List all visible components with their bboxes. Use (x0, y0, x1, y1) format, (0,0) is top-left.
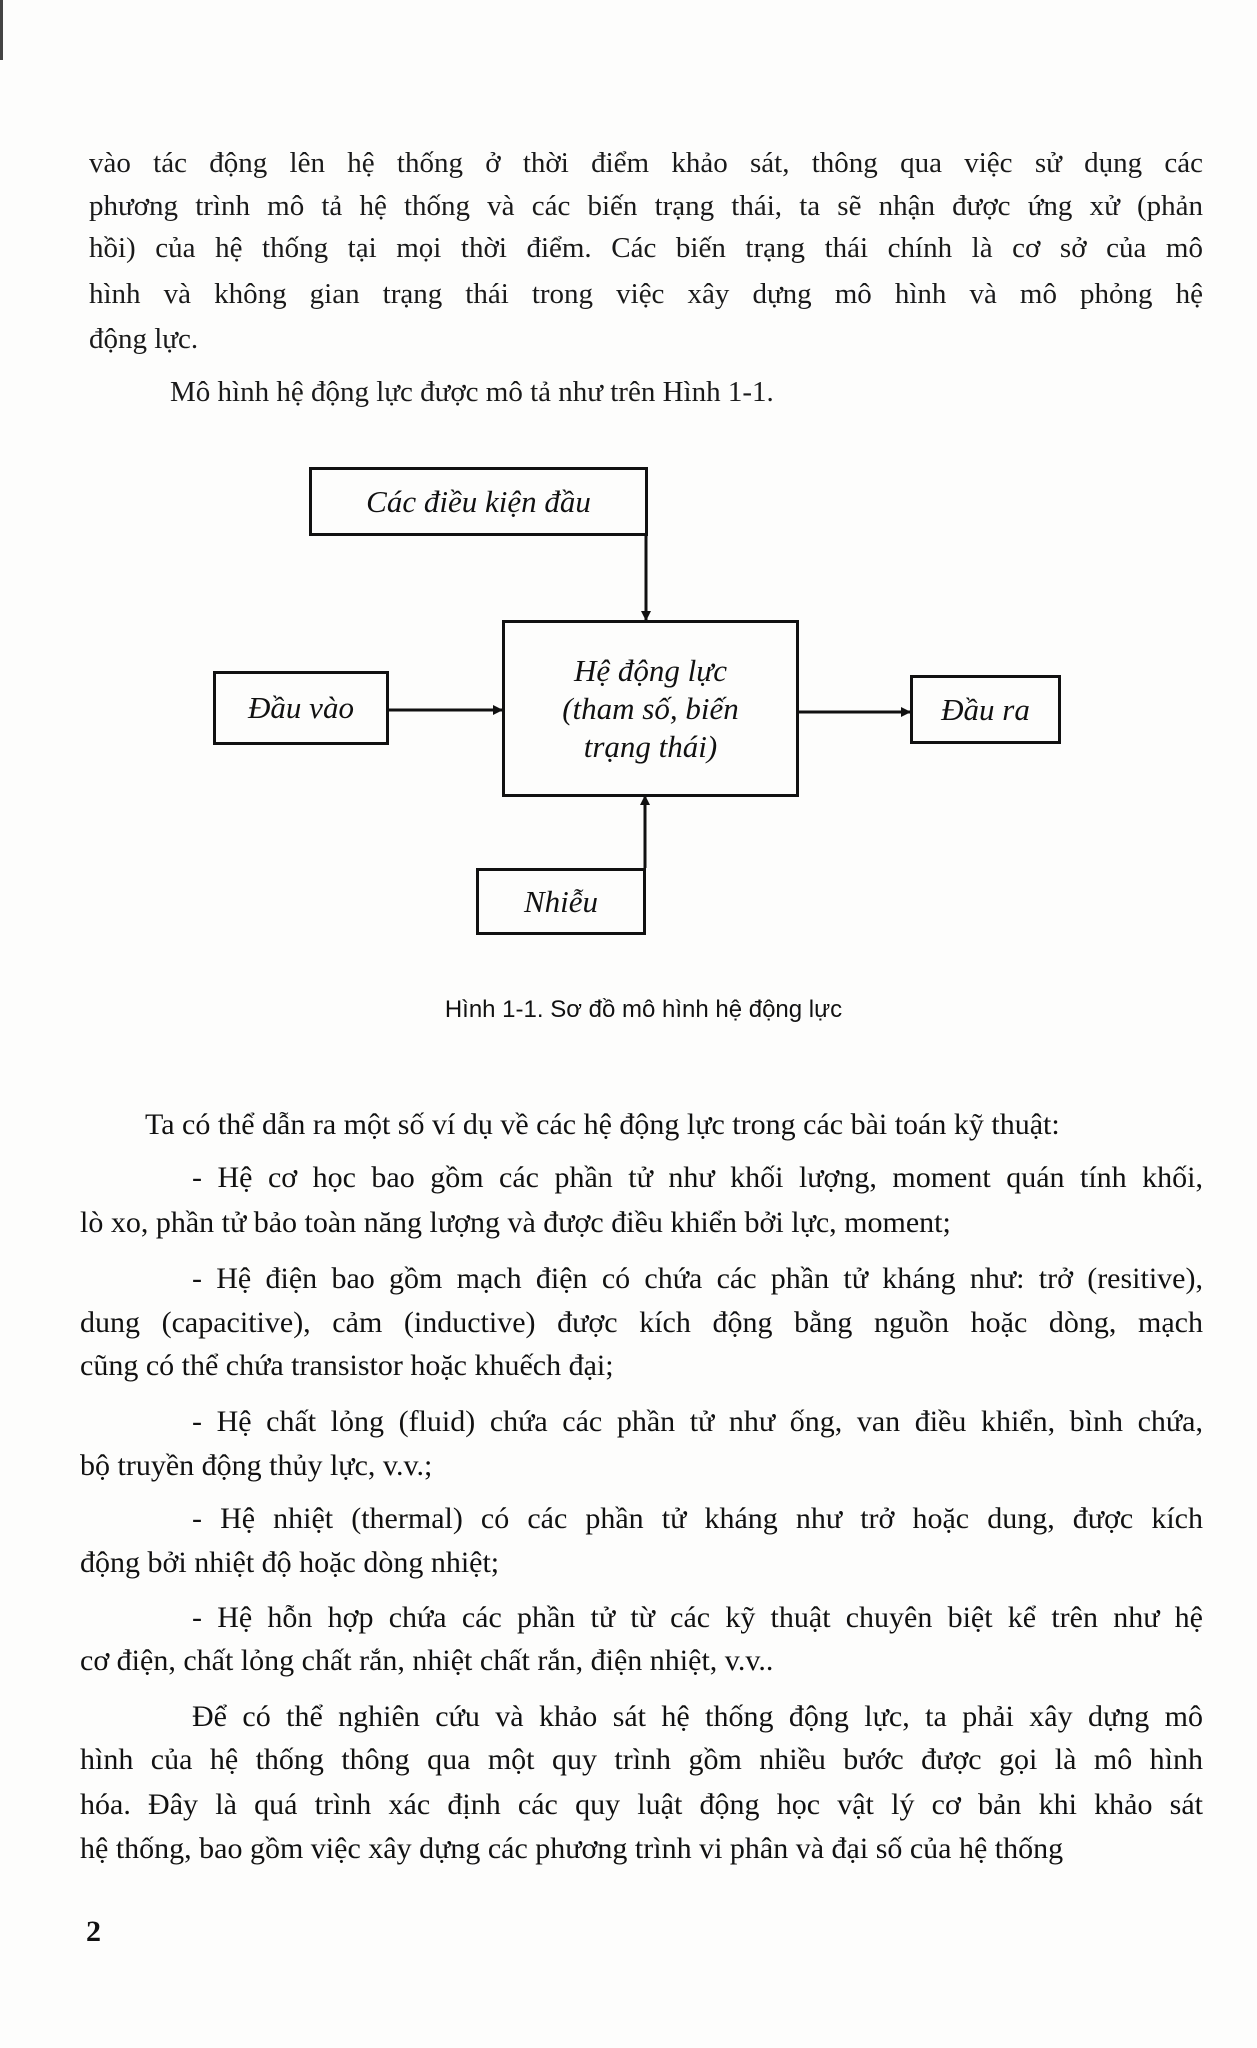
dynamic-system-box (502, 620, 799, 797)
text-line: hóa. Đây là quá trình xác định các quy luật động học vật lý cơ bản khi khảo sát (80, 1788, 1203, 1821)
text-line: phương trình mô tả hệ thống và các biến trạng thái, ta sẽ nhận được ứng xử (phản (89, 190, 1203, 222)
text-line: - Hệ điện bao gồm mạch điện có chứa các phần tử kháng như: trở (resitive), (192, 1262, 1203, 1295)
text-line: Mô hình hệ động lực được mô tả như trên Hình 1-1. (170, 376, 774, 408)
text-line: - Hệ cơ học bao gồm các phần tử như khối lượng, moment quán tính khối, (192, 1161, 1203, 1194)
text-line: bộ truyền động thủy lực, v.v.; (80, 1449, 433, 1482)
text-line: động bởi nhiệt độ hoặc dòng nhiệt; (80, 1546, 500, 1579)
text-line: hình và không gian trạng thái trong việc xây dựng mô hình và mô phỏng hệ (89, 278, 1203, 310)
input-label: Đầu vào (248, 690, 354, 725)
text-line: - Hệ chất lỏng (fluid) chứa các phần tử như ống, van điều khiển, bình chứa, (192, 1405, 1203, 1438)
output-label: Đầu ra (941, 691, 1030, 727)
initial-conditions-box (309, 467, 648, 536)
page-number: 2 (86, 1915, 101, 1948)
text-line: - Hệ hỗn hợp chứa các phần tử từ các kỹ thuật chuyên biệt kể trên như hệ (192, 1601, 1203, 1634)
text-line: hồi) của hệ thống tại mọi thời điểm. Các biến trạng thái chính là cơ sở của mô (89, 232, 1203, 264)
system-label-2: (tham số, biến (562, 690, 739, 726)
noise-label: Nhiễu (523, 883, 599, 919)
text-line: cũng có thể chứa transistor hoặc khuếch đại; (80, 1349, 614, 1382)
text-line: Để có thể nghiên cứu và khảo sát hệ thống động lực, ta phải xây dựng mô (192, 1700, 1203, 1733)
system-label-3: trạng thái) (583, 728, 718, 764)
initial-conditions-label: Các điều kiện đầu (366, 483, 591, 519)
noise-box (476, 868, 646, 935)
text-line: hệ thống, bao gồm việc xây dựng các phương trình vi phân và đại số của hệ thống (80, 1832, 1064, 1865)
text-line: dung (capacitive), cảm (inductive) được kích động bằng nguồn hoặc dòng, mạch (80, 1306, 1203, 1339)
text-line: Ta có thể dẫn ra một số ví dụ về các hệ động lực trong các bài toán kỹ thuật: (145, 1108, 1060, 1141)
text-line: lò xo, phần tử bảo toàn năng lượng và được điều khiển bởi lực, moment; (80, 1206, 951, 1239)
output-box (910, 675, 1061, 744)
figure-caption: Hình 1-1. Sơ đồ mô hình hệ động lực (444, 996, 843, 1023)
text-line: - Hệ nhiệt (thermal) có các phần tử kháng như trở hoặc dung, được kích (192, 1502, 1203, 1535)
text-line: động lực. (89, 323, 199, 355)
text-line: cơ điện, chất lỏng chất rắn, nhiệt chất rắn, điện nhiệt, v.v.. (80, 1644, 774, 1677)
text-line: vào tác động lên hệ thống ở thời điểm khảo sát, thông qua việc sử dụng các (89, 147, 1203, 179)
text-line: hình của hệ thống thông qua một quy trình gồm nhiều bước được gọi là mô hình (80, 1743, 1203, 1776)
system-label-1: Hệ động lực (574, 652, 727, 688)
input-box (213, 671, 389, 745)
